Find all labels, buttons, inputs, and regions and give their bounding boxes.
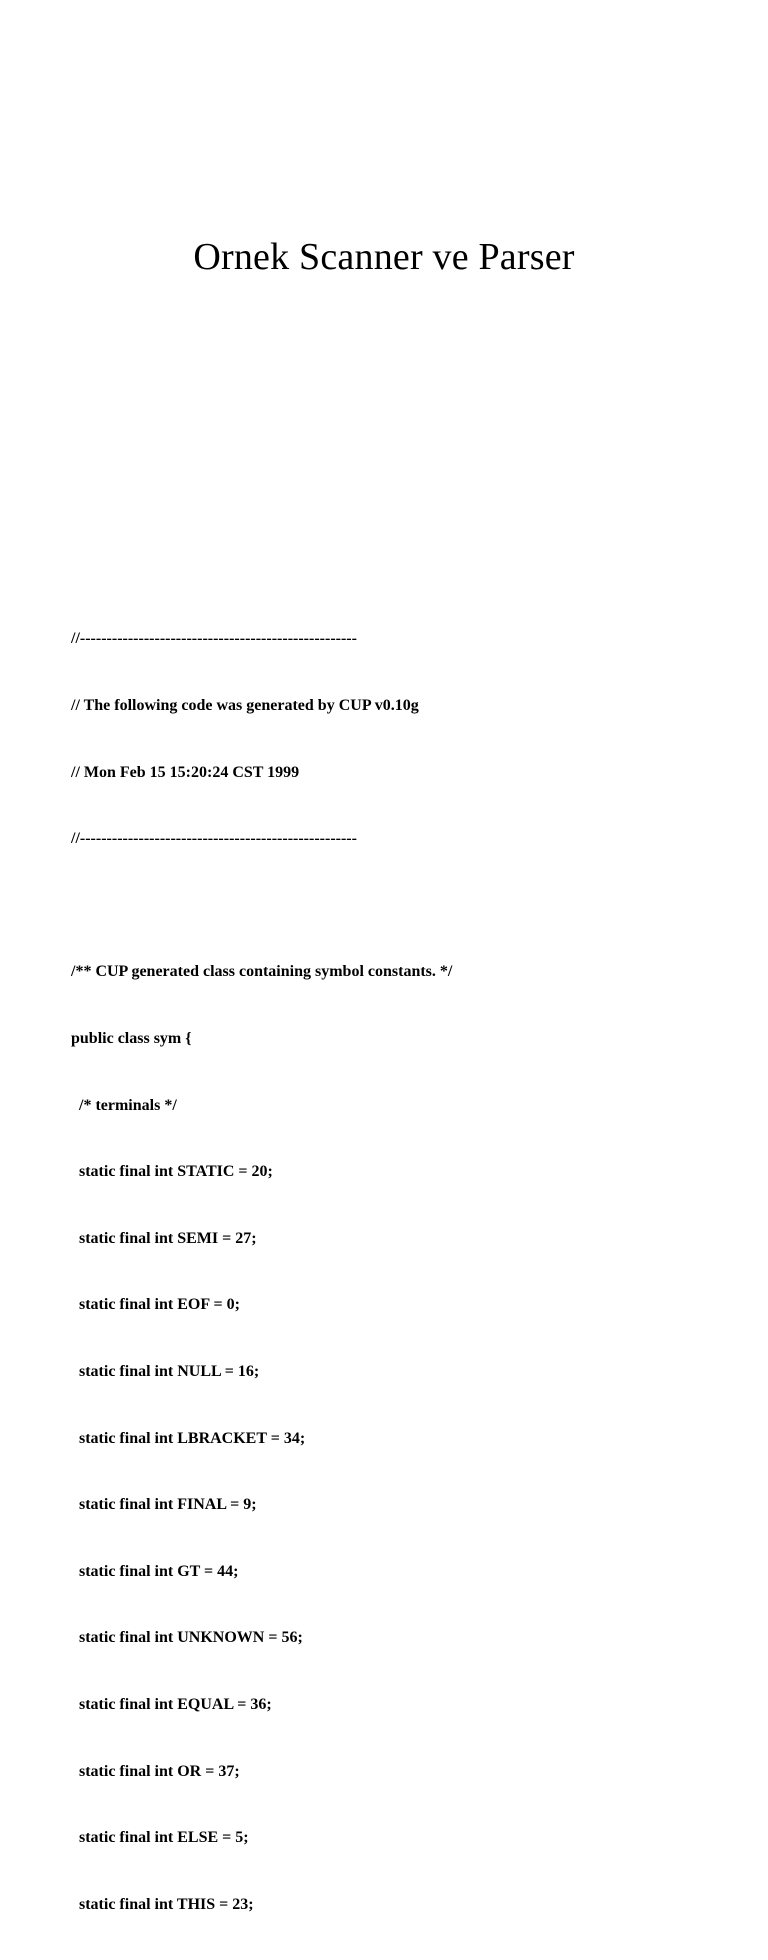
code-line: static final int NULL = 16; <box>71 1362 260 1380</box>
code-line: static final int FINAL = 9; <box>71 1496 257 1514</box>
document-title: Ornek Scanner ve Parser <box>193 236 575 279</box>
code-line: static final int UNKNOWN = 56; <box>71 1629 303 1647</box>
code-line: static final int THIS = 23; <box>71 1895 254 1913</box>
code-line: static final int EOF = 0; <box>71 1296 240 1314</box>
code-line: public class sym { <box>71 1029 192 1047</box>
code-line: /** CUP generated class containing symbol constants. */ <box>71 963 453 981</box>
code-line: static final int SEMI = 27; <box>71 1229 257 1247</box>
code-line-blank <box>71 895 751 917</box>
code-line: // Mon Feb 15 15:20:24 CST 1999 <box>71 763 300 781</box>
code-line: // The following code was generated by CUP v0.10g <box>71 697 419 714</box>
code-block <box>71 584 751 1960</box>
code-line: static final int STATIC = 20; <box>71 1163 273 1181</box>
code-line: /* terminals */ <box>71 1096 177 1114</box>
code-line: static final int EQUAL = 36; <box>71 1695 272 1713</box>
code-line: //---------------------------------------------------- <box>71 830 357 848</box>
code-line: static final int GT = 44; <box>71 1562 239 1580</box>
code-line: static final int LBRACKET = 34; <box>71 1429 306 1447</box>
code-line: //---------------------------------------------------- <box>71 630 357 648</box>
code-line: static final int OR = 37; <box>71 1762 240 1780</box>
code-line: static final int ELSE = 5; <box>71 1829 249 1847</box>
